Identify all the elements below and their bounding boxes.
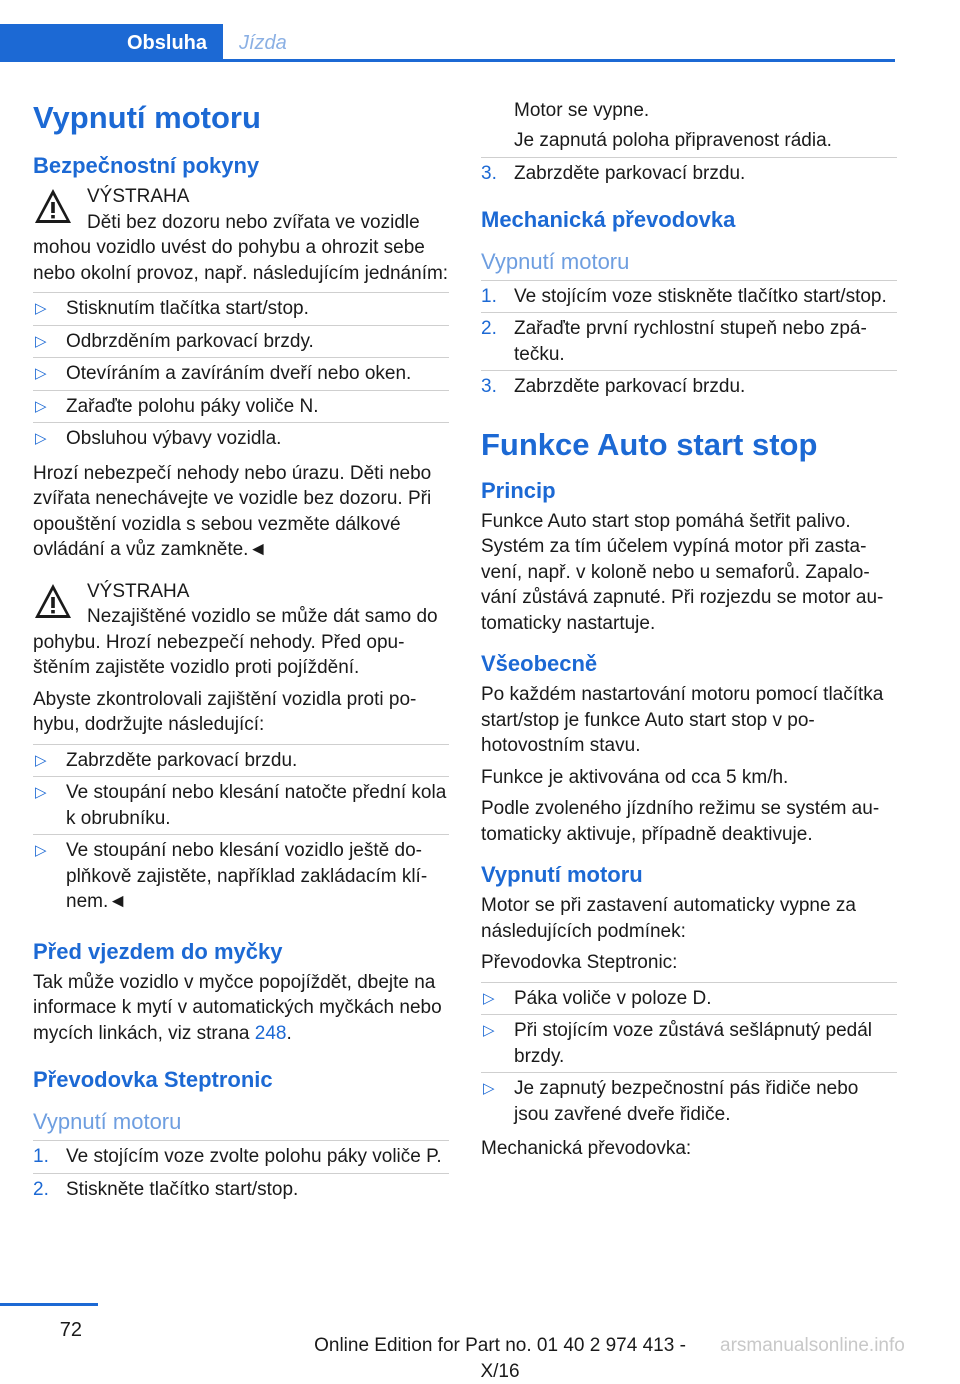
general-text: Podle zvoleného jízdního režimu se systém automaticky aktivuje, případně deaktivuje. bbox=[481, 798, 880, 845]
list-item: ▷ Při stojícím voze zůstává sešlápnutý pedál brzdy. bbox=[481, 1014, 897, 1072]
warning-triangle-icon bbox=[33, 581, 73, 621]
paragraph: Abyste zkontrolovali zajištění vozidla proti pohybu, dodržujte následující: bbox=[33, 688, 417, 735]
warning-text: Děti bez dozoru nebo zvířata ve vozidle mohou vozidlo uvést do pohybu a ohrozit sebe nebo okolní provoz, např. následujícím jednáním: bbox=[33, 211, 449, 284]
general-heading: Všeobecně bbox=[481, 651, 598, 676]
manual-heading: Mechanická převodovka bbox=[481, 206, 736, 232]
principle-text: Funkce Auto start stop pomáhá šetřit palivo. Systém za tím účelem vypíná motor při zastavení, např. v koloně nebo u semaforů. Zapalování zůstává zapnuté. Při rozjezdu se motor automaticky nastartuje. bbox=[481, 510, 884, 634]
warning-title: VÝSTRAHA bbox=[87, 186, 190, 207]
right-column bbox=[481, 98, 897, 1168]
step-number: 1. bbox=[481, 285, 497, 307]
step-text: Stiskněte tlačítko start/stop. bbox=[66, 1178, 299, 1200]
step-number: 1. bbox=[33, 1146, 49, 1167]
warning-triangle-icon bbox=[33, 186, 73, 226]
list-item: ▷ Stisknutím tlačítka start/stop. bbox=[33, 292, 449, 325]
step-text: Zabrzděte parkovací brzdu. bbox=[514, 163, 746, 184]
warning-title: VÝSTRAHA bbox=[87, 580, 190, 602]
step-number: 3. bbox=[481, 376, 497, 397]
step-text: Ve stojícím voze stiskněte tlačítko start/stop. bbox=[514, 285, 887, 307]
list-item bbox=[481, 370, 897, 403]
warning-consequence: Hrozí nebezpečí nehody nebo úrazu. Děti nebo zvířata nenechávejte ve vozidle bez dozoru. Při opouštění vozidla s sebou vezměte dálkové ovládání a vůz zamkněte.◄ bbox=[33, 462, 432, 560]
steptronic-heading: Převodovka Steptronic bbox=[33, 1067, 273, 1092]
warning-list-2 bbox=[33, 744, 449, 918]
safety-heading: Bezpečnostní pokyny bbox=[33, 153, 260, 178]
warning-block-1 bbox=[33, 184, 449, 286]
list-item: ▷ Zabrzděte parkovací brzdu. bbox=[33, 744, 449, 777]
step-number: 3. bbox=[481, 163, 497, 184]
engine-off-text: Motor se při zastavení automaticky vypne za následujících podmínek: bbox=[481, 895, 856, 942]
footer-rule bbox=[0, 1303, 98, 1306]
wash-text-end: . bbox=[286, 1022, 292, 1044]
warning-text: Nezajištěné vozidlo se může dát samo do pohybu. Hrozí nebezpečí nehody. Před opuštěním zajistěte vozidlo proti pojíždění. bbox=[33, 606, 438, 678]
list-item bbox=[33, 1173, 449, 1206]
left-column bbox=[33, 98, 449, 1211]
engine-off-manual: Mechanická převodovka: bbox=[481, 1138, 692, 1159]
manual-steps bbox=[481, 280, 897, 403]
steptronic-steps bbox=[33, 1140, 449, 1205]
step-text: Zařaďte první rychlostní stupeň nebo zpátečku. bbox=[514, 318, 867, 365]
list-item bbox=[481, 312, 897, 370]
tab-jizda[interactable]: Jízda bbox=[239, 32, 287, 54]
edition-note: Online Edition for Part no. 01 40 2 974 413 - X/16 bbox=[314, 1335, 686, 1382]
section-title: Vypnutí motoru bbox=[33, 100, 261, 135]
list-item: ▷ Odbrzděním parkovací brzdy. bbox=[33, 325, 449, 358]
manual-subheading: Vypnutí motoru bbox=[481, 248, 630, 274]
tab-obsluha[interactable]: Obsluha bbox=[0, 24, 223, 62]
list-item: ▷ Ve stoupání nebo klesání vozidlo ještě doplňkově zajistěte, například zakládacím klínem.◄ bbox=[33, 834, 449, 918]
list-item: ▷ Obsluhou výbavy vozidla. bbox=[33, 422, 449, 455]
warning-list-1 bbox=[33, 292, 449, 455]
step-continuation: Je zapnutá poloha připravenost rádia. bbox=[514, 129, 832, 151]
step-continuation: Motor se vypne. bbox=[514, 100, 650, 121]
list-item: ▷ Páka voliče v poloze D. bbox=[481, 982, 897, 1015]
list-item bbox=[481, 157, 897, 190]
wash-heading: Před vjezdem do myčky bbox=[33, 938, 283, 964]
wash-text bbox=[33, 970, 449, 1047]
page-number: 72 bbox=[59, 1319, 82, 1341]
general-text: Funkce je aktivována od cca 5 km/h. bbox=[481, 766, 789, 788]
list-item: ▷ Zařaďte polohu páky voliče N. bbox=[33, 390, 449, 423]
wash-text-body: Tak může vozidlo v myčce popojíždět, dbejte na informace k mytí v automatických myčkách nebo mycích linkách, viz strana bbox=[33, 971, 442, 1044]
list-item: ▷ Je zapnutý bezpečnostní pás řidiče nebo jsou zavřené dveře řidiče. bbox=[481, 1072, 897, 1130]
watermark: arsmanualsonline.info bbox=[720, 1335, 905, 1356]
page-link[interactable]: 248 bbox=[254, 1022, 287, 1044]
auto-start-stop-title: Funkce Auto start stop bbox=[481, 426, 818, 462]
warning-block-2 bbox=[33, 579, 449, 681]
chapter-tabbar bbox=[0, 24, 895, 62]
list-item bbox=[33, 1140, 449, 1173]
list-item: ▷ Ve stoupání nebo klesání natočte přední kola k obrubníku. bbox=[33, 776, 449, 834]
list-item bbox=[481, 280, 897, 313]
steptronic-subheading: Vypnutí motoru bbox=[33, 1109, 182, 1134]
engine-off-heading: Vypnutí motoru bbox=[481, 862, 643, 887]
engine-off-steptronic: Převodovka Steptronic: bbox=[481, 952, 678, 973]
principle-heading: Princip bbox=[481, 477, 556, 503]
step-text: Ve stojícím voze zvolte polohu páky voliče P. bbox=[66, 1146, 442, 1167]
engine-off-conditions bbox=[481, 982, 897, 1131]
step-text: Zabrzděte parkovací brzdu. bbox=[514, 376, 746, 397]
general-text: Po každém nastartování motoru pomocí tlačítka start/stop je funkce Auto start stop v pohotovostním stavu. bbox=[481, 684, 884, 756]
steptronic-steps-cont bbox=[481, 157, 897, 190]
list-item: ▷ Otevíráním a zavíráním dveří nebo oken. bbox=[33, 357, 449, 390]
step-number: 2. bbox=[481, 318, 497, 339]
step-number: 2. bbox=[33, 1178, 49, 1200]
